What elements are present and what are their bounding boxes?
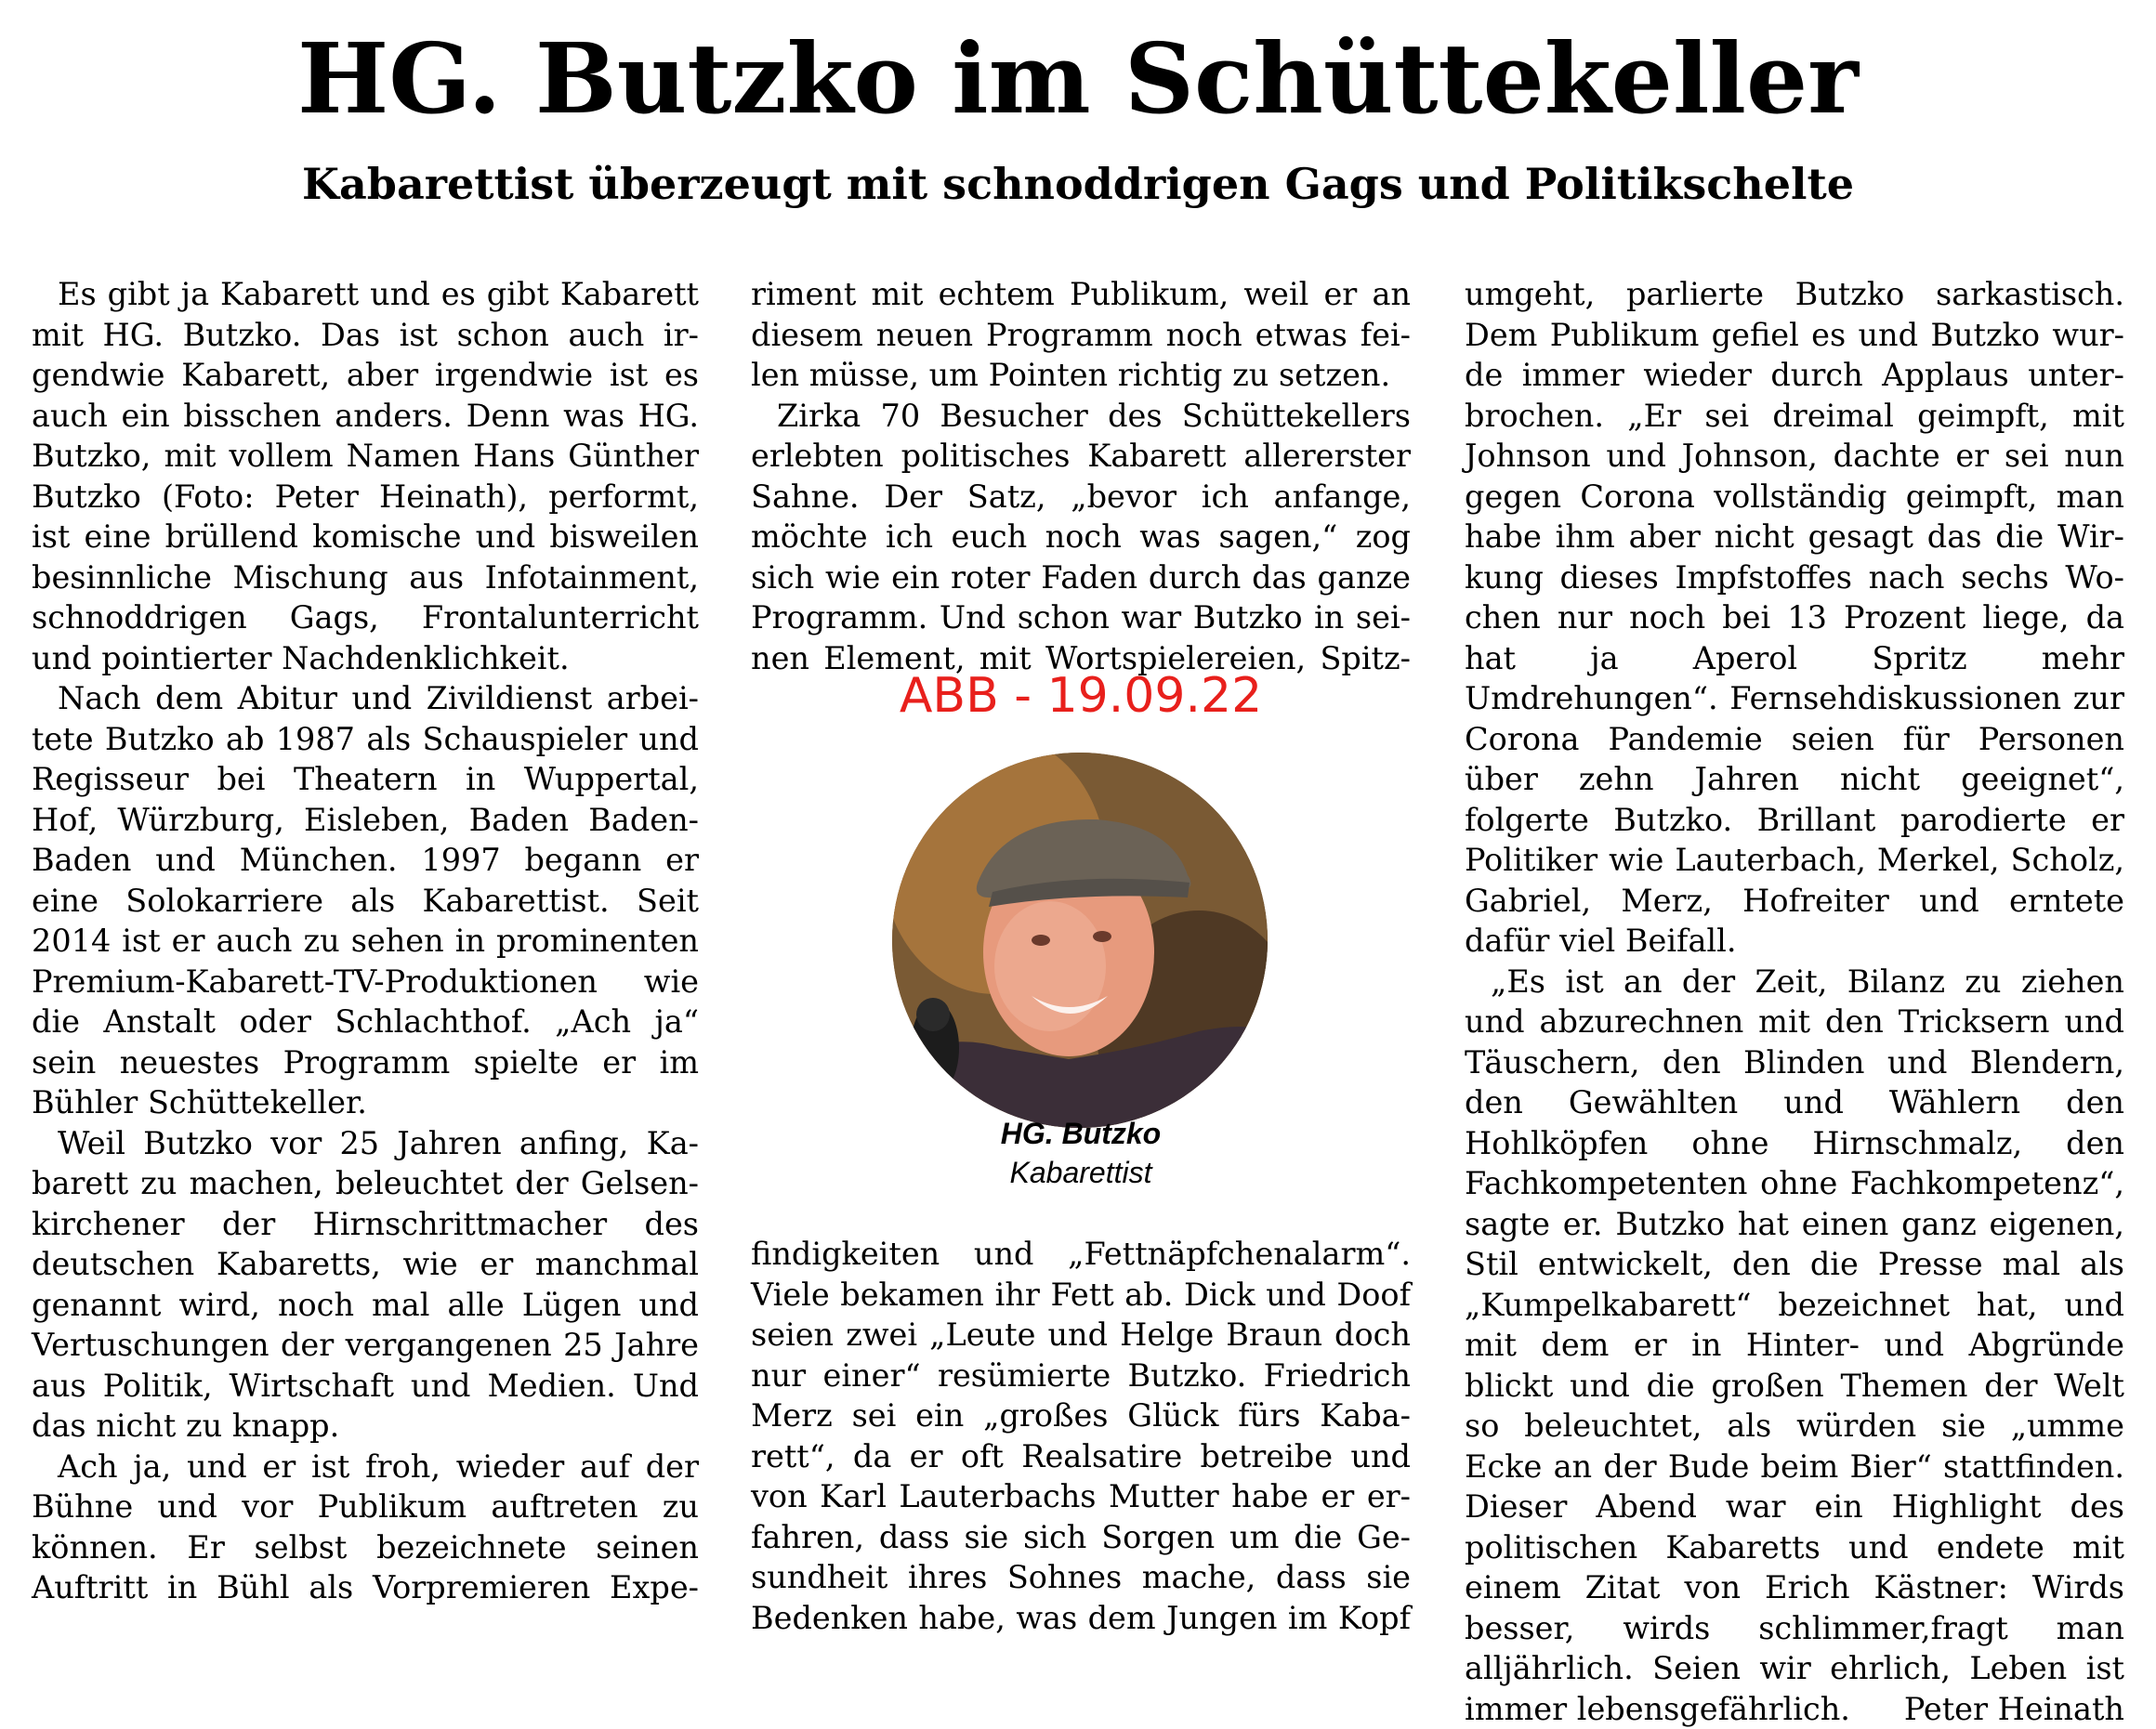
paragraph: Weil Butzko vor 25 Jahren anfing, Kabarett zu machen, beleuchtet der Gelsenkirchener der Hirnschrittmacher des deutschen Kabaretts, wie er manchmal genannt wird, noch mal alle Lügen und Vertuschungen der vergangenen 25 Jahre aus Politik, Wirtschaft und Medien. Und das nicht zu knapp. bbox=[32, 1123, 699, 1447]
article-column-1 bbox=[32, 274, 699, 1608]
photo-caption-name: HG. Butzko bbox=[751, 1115, 1411, 1152]
paragraph: findigkeiten und „Fettnäpfchenalarm“. Viele bekamen ihr Fett ab. Dick und Doof seien zwei „Leute und Helge Braun doch nur einer“ resümierte Butzko. Friedrich Merz sei ein „großes Glück fürs Kabarett“, da er oft Realsatire betreibe und von Karl Lauterbachs Mutter habe er erfahren, dass sie sich Sorgen um die Gesundheit ihres Sohnes mache, dass sie Bedenken habe, was dem Jungen im Kopf bbox=[751, 1234, 1411, 1638]
article-column-2-bottom bbox=[751, 1234, 1411, 1638]
date-stamp: ABB - 19.09.22 bbox=[751, 667, 1411, 725]
paragraph: umgeht, parlierte Butzko sarkastisch. Dem Publikum gefiel es und Butzko wurde immer wieder durch Applaus unterbrochen. „Er sei dreimal geimpft, mit Johnson und Johnson, dachte er sei nun gegen Corona vollständig geimpft, man habe ihm aber nicht gesagt das die Wirkung dieses Impfstoffes nach sechs Wochen nur noch bei 13 Prozent liege, da hat ja Aperol Spritz mehr Umdrehungen“. Fernsehdiskussionen zur Corona Pandemie seien für Personen über zehn Jahren nicht geeignet“, folgerte Butzko. Brillant parodierte er Politiker wie Lauterbach, Merkel, Scholz, Gabriel, Merz, Hofreiter und erntete dafür viel Beifall. bbox=[1465, 274, 2124, 962]
portrait-photo bbox=[892, 753, 1268, 1128]
paragraph: Es gibt ja Kabarett und es gibt Kabarett mit HG. Butzko. Das ist schon auch irgendwie Kabarett, aber irgendwie ist es auch ein bisschen anders. Denn was HG. Butzko, mit vollem Namen Hans Günther Butzko (Foto: Peter Heinath), performt, ist eine brüllend komische und bisweilen besinnliche Mischung aus Infotainment, schnoddrigen Gags, Frontalunterricht und pointierter Nachdenklichkeit. bbox=[32, 274, 699, 678]
author-byline: Peter Heinath bbox=[1878, 1689, 2124, 1729]
paragraph-text: „Es ist an der Zeit, Bilanz zu ziehen und abzurechnen mit den Tricksern und Täuschern, den Blinden und Blendern, den Gewählten und Wählern den Hohlköpfen ohne Hirnschmalz, den Fachkompetenten ohne Fachkompetenz“, sagte er. Butzko hat einen ganz eigenen, Stil entwickelt, den die Presse mal als „Kumpelkabarett“ bezeichnet hat, und mit dem er in Hinter- und Abgründe blickt und die großen Themen der Welt so beleuchtet, als würden sie „umme Ecke an der Bude beim Bier“ stattfinden. Dieser Abend war ein Highlight des politischen Kabaretts und endete mit einem Zitat von Erich Kästner: Wirds besser, wirds schlimmer,fragt man alljährlich. Seien wir ehrlich, Leben ist immer lebensgefährlich. bbox=[1465, 963, 2124, 1727]
subheadline: Kabarettist überzeugt mit schnoddrigen Gags und Politikschelte bbox=[0, 156, 2156, 212]
paragraph-final bbox=[1465, 962, 2124, 1729]
headline: HG. Butzko im Schüttekeller bbox=[0, 19, 2156, 139]
paragraph: Nach dem Abitur und Zivildienst arbeitete Butzko ab 1987 als Schauspieler und Regisseur bei Theatern in Wuppertal, Hof, Würzburg, Eisleben, Baden Baden-Baden und München. 1997 begann er eine Solokarriere als Kabarettist. Seit 2014 ist er auch zu sehen in prominenten Premium-Kabarett-TV-Produktionen wie die Anstalt oder Schlachthof. „Ach ja“ sein neuestes Programm spielte er im Bühler Schüttekeller. bbox=[32, 678, 699, 1123]
paragraph: Ach ja, und er ist froh, wieder auf der Bühne und vor Publikum auftreten zu können. Er selbst bezeichnete seinen Auftritt in Bühl als Vorpremieren Expe- bbox=[32, 1447, 699, 1608]
photo-caption-role: Kabarettist bbox=[751, 1154, 1411, 1191]
paragraph: Zirka 70 Besucher des Schüttekellers erlebten politisches Kabarett allererster Sahne. Der Satz, „bevor ich anfange, möchte ich euch noch was sagen,“ zog sich wie ein roter Faden durch das ganze Programm. Und schon war Butzko in seinen Element, mit Wortspielereien, Spitz- bbox=[751, 396, 1411, 679]
article-column-2-top bbox=[751, 274, 1411, 678]
portrait-illustration bbox=[892, 753, 1268, 1128]
article-column-3 bbox=[1465, 274, 2124, 1729]
paragraph: riment mit echtem Publikum, weil er an diesem neuen Programm noch etwas feilen müsse, um Pointen richtig zu setzen. bbox=[751, 274, 1411, 396]
